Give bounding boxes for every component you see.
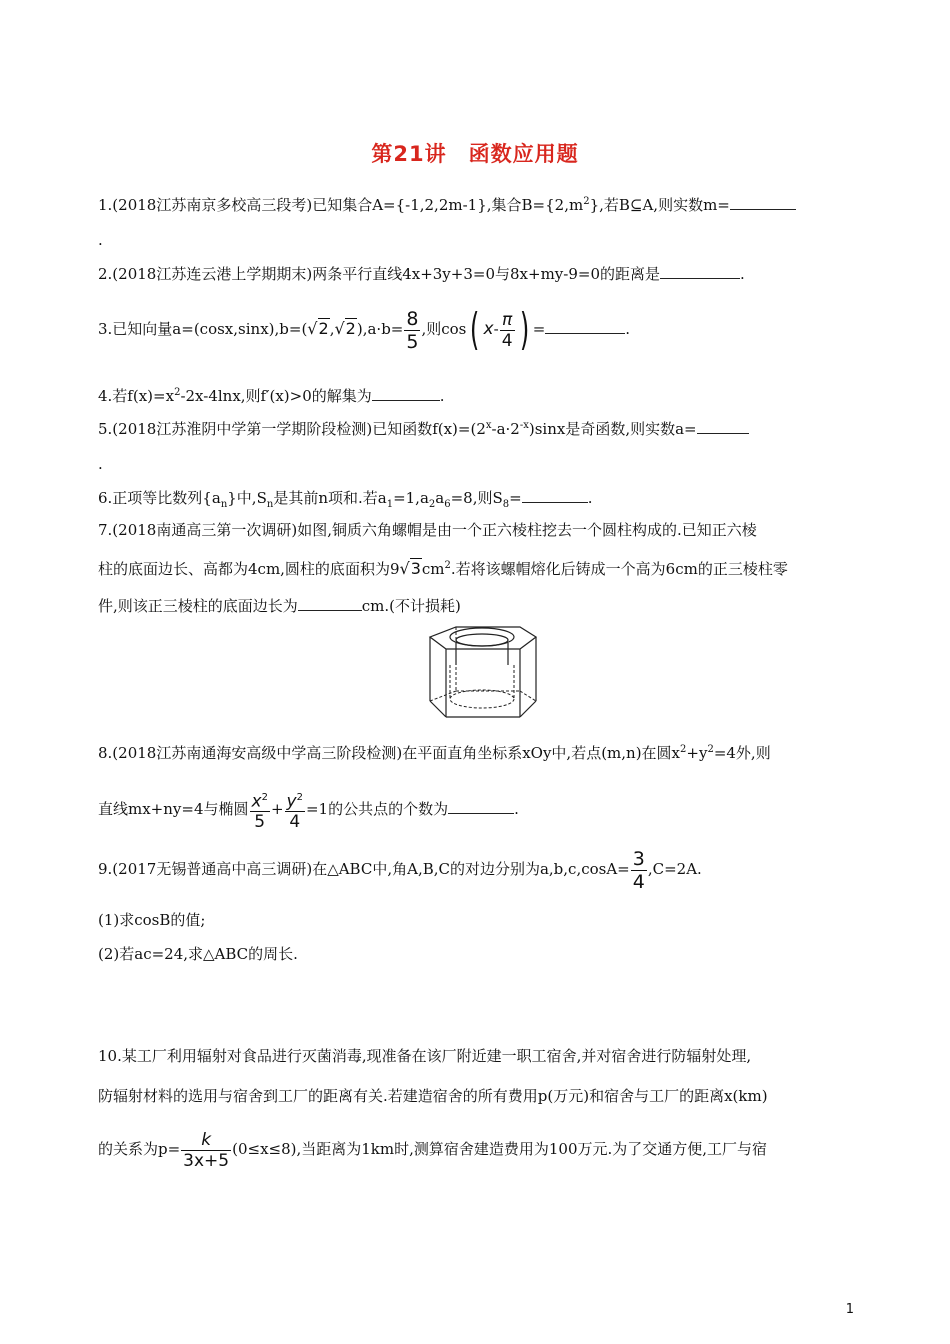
question-10-line-1: 10.某工厂利用辐射对食品进行灭菌消毒,现准备在该厂附近建一职工宿舍,并对宿舍进行防辐射处理,: [98, 1047, 752, 1065]
sqrt-2: √2: [307, 319, 329, 338]
question-4: 4.若$f(x)=x^2-2x-4\ln x$,则f′(x)>0的解集为 .: [98, 387, 445, 405]
answer-blank[interactable]: [372, 386, 440, 401]
lecture-title: 第21讲 函数应用题: [371, 142, 579, 166]
fraction-pi-4: $\frac{\pi}{4}$: [501, 309, 513, 351]
question-2: 2.(2018江苏连云港上学期期末)两条平行直线4x+3y+3=0与8x+my-9=0的距离是 .: [98, 265, 745, 283]
question-5-tail: .: [98, 455, 103, 473]
right-paren: ): [519, 304, 529, 355]
question-10-line-2: 防辐射材料的选用与宿舍到工厂的距离有关.若建造宿舍的所有费用p(万元)和宿舍与工厂的距离x(km): [98, 1087, 768, 1105]
fraction-3-4: $\frac{3}{4}$: [632, 847, 645, 893]
hexagonal-nut-figure: [416, 625, 542, 721]
question-10-line-3: 的关系为p= $\frac{k}{3x+5}$ (0≤x≤8),当距离为1km时,测算宿舍建造费用为100万元.为了交通方便,工厂与宿: [98, 1129, 768, 1171]
answer-blank[interactable]: [298, 596, 362, 611]
question-9: 9.(2017无锡普通高中高三调研)在△ABC中,角A,B,C的对边分别为a,b,c,cosA= $\frac{3}{4}$ ,C=2A.: [98, 847, 702, 893]
question-1: 1.(2018江苏南京多校高三段考)已知集合A={-1,2,2m-1},集合$B=\{2,m^2\}$,若B⊆A,则实数m=: [98, 192, 796, 215]
answer-blank[interactable]: [660, 264, 740, 279]
answer-blank[interactable]: [697, 419, 749, 434]
sqrt-3: √3: [399, 559, 421, 578]
answer-blank[interactable]: [730, 195, 796, 210]
question-5: 5.(2018江苏淮阴中学第一学期阶段检测)已知函数$f(x)=(2^x-a\cdot 2^{-x})\sin x$是奇函数,则实数a=: [98, 416, 749, 439]
sqrt-2: √2: [334, 319, 356, 338]
question-3: 3.已知向量a=(cosx,sinx),b=(√2,√2),a·b= $\frac{8}{5}$ ,则cos( x- $\frac{\pi}{4}$ ) = .: [98, 304, 631, 355]
left-paren: (: [470, 304, 480, 355]
question-7-line-2: 柱的底面边长、高都为4cm,圆柱的底面积为$9√3cm^2$.若将该螺帽熔化后铸成一个高为6cm的正三棱柱零: [98, 559, 788, 578]
question-9-part-1: (1)求cosB的值;: [98, 911, 206, 929]
answer-blank[interactable]: [545, 319, 625, 334]
question-9-part-2: (2)若ac=24,求△ABC的周长.: [98, 945, 298, 963]
answer-blank[interactable]: [522, 488, 588, 503]
question-7-line-3: 件,则该正三棱柱的底面边长为 cm.(不计损耗): [98, 597, 461, 615]
answer-blank[interactable]: [448, 799, 514, 814]
fraction-y2-4: $\frac{y^2}{4}$: [285, 788, 305, 833]
page-number: 1: [845, 1302, 854, 1317]
fraction-8-5: $\frac{8}{5}$: [406, 307, 419, 353]
question-6: 6.正项等比数列$\{a_n\}$中$,S_n$是其前n项和.若$a_1=1,a_2a_6=8$,则$S_8=$ .: [98, 489, 593, 510]
question-7-line-1: 7.(2018南通高三第一次调研)如图,铜质六角螺帽是由一个正六棱柱挖去一个圆柱构成的.已知正六棱: [98, 521, 757, 539]
question-8-line-1: 8.(2018江苏南通海安高级中学高三阶段检测)在平面直角坐标系xOy中,若点(m,n)在圆$x^2+y^2=4$外,则: [98, 744, 771, 762]
question-8-line-2: 直线mx+ny=4与椭圆 $\frac{x^2}{5}$ + $\frac{y^2}{4}$ =1的公共点的个数为 .: [98, 786, 519, 836]
fraction-k-3x5: $\frac{k}{3x+5}$: [183, 1129, 230, 1171]
fraction-x2-5: $\frac{x^2}{5}$: [250, 788, 270, 833]
bottom-circle: [450, 690, 514, 708]
question-1-tail: .: [98, 231, 103, 249]
